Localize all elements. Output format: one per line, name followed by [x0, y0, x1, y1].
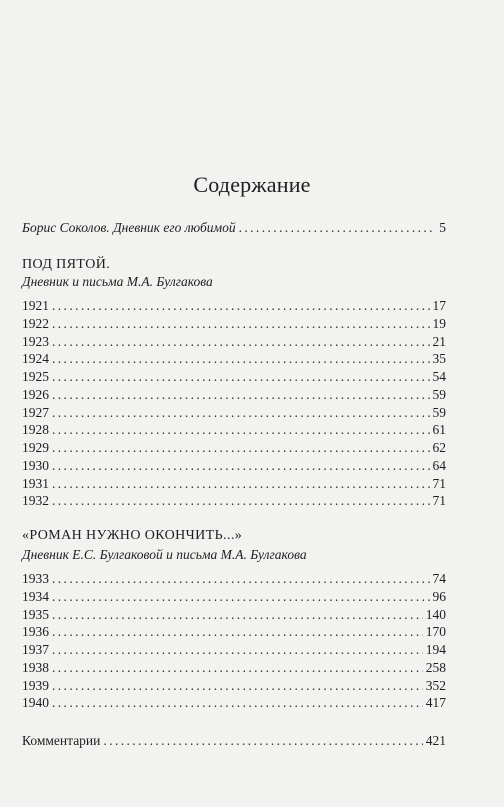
- toc-entry-year: [22, 404, 446, 421]
- toc-entry-year: [22, 368, 446, 385]
- toc-entry-label: 1927: [22, 404, 49, 420]
- toc-entry-year: [22, 386, 446, 403]
- toc-page-number: 71: [432, 475, 446, 491]
- toc-page-number: 194: [425, 642, 446, 657]
- toc-entry-year: [22, 588, 446, 605]
- toc-entry-label: 1933: [22, 571, 49, 586]
- toc-entry-label: 1939: [22, 677, 49, 693]
- toc-entry-year: [22, 623, 446, 640]
- dot-leader: [103, 732, 422, 749]
- dot-leader: [52, 457, 430, 474]
- toc-page-number: 62: [432, 440, 446, 455]
- toc-entry-label: Комментарии: [22, 733, 101, 748]
- toc-entry-label: 1923: [22, 333, 49, 349]
- toc-page-number: 170: [425, 624, 446, 640]
- toc-entry-label: 1930: [22, 457, 49, 473]
- toc-entry-year: [22, 421, 446, 438]
- section-heading: ПОД ПЯТОЙ.: [22, 257, 111, 272]
- dot-leader: [52, 641, 423, 658]
- toc-entry-year: [22, 492, 446, 509]
- toc-page-number: 64: [432, 457, 446, 473]
- toc-entry-label: 1931: [22, 475, 49, 491]
- toc-entry-comments: [22, 732, 446, 749]
- toc-entry-year: [22, 333, 446, 350]
- toc-page-number: 59: [432, 404, 446, 420]
- dot-leader: [52, 404, 430, 421]
- toc-entry-year: [22, 439, 446, 456]
- toc-page-number: 96: [432, 588, 446, 604]
- dot-leader: [239, 219, 437, 236]
- toc-entry-label: 1928: [22, 422, 49, 438]
- dot-leader: [52, 439, 430, 456]
- toc-entry-label: 1932: [22, 493, 49, 509]
- page-title: Содержание: [193, 172, 311, 197]
- dot-leader: [52, 677, 423, 694]
- dot-leader: [52, 386, 430, 403]
- toc-page-number: 19: [432, 315, 446, 331]
- dot-leader: [52, 492, 430, 509]
- toc-entry-year: [22, 606, 446, 623]
- toc-entry-label: 1922: [22, 315, 49, 331]
- toc-entry-label: 1937: [22, 642, 49, 657]
- toc-page-number: 17: [432, 298, 446, 313]
- section-heading: «РОМАН НУЖНО ОКОНЧИТЬ...»: [22, 528, 243, 543]
- intro-author: Борис Соколов.: [22, 220, 110, 235]
- toc-page-number: 258: [425, 659, 446, 675]
- toc-entry-label: 1936: [22, 624, 49, 640]
- toc-entry-year: [22, 297, 446, 314]
- toc-page-number: 54: [432, 369, 446, 384]
- toc-page-number: 417: [425, 695, 446, 711]
- toc-entry-label: 1934: [22, 588, 49, 604]
- toc-entry-year: [22, 350, 446, 367]
- toc-entry-label: 1929: [22, 440, 49, 455]
- toc-page-number: 35: [432, 351, 446, 367]
- dot-leader: [52, 333, 430, 350]
- toc-entry-year: [22, 677, 446, 694]
- toc-entry-label: 1924: [22, 351, 49, 367]
- toc-entry-label: 1921: [22, 298, 49, 313]
- toc-entry-year: [22, 457, 446, 474]
- toc-entry-label: 1938: [22, 659, 49, 675]
- toc-entry-intro: [22, 219, 446, 236]
- toc-entry-label: 1940: [22, 695, 49, 711]
- toc-page-number: 74: [432, 571, 446, 586]
- toc-entry-year: [22, 659, 446, 676]
- toc-entry-label: 1925: [22, 369, 49, 384]
- dot-leader: [52, 659, 423, 676]
- toc-entry-label: [22, 219, 236, 236]
- toc-page-number: 59: [432, 386, 446, 402]
- toc-entry-year: [22, 641, 446, 658]
- section-subheading: Дневник Е.С. Булгаковой и письма М.А. Булгакова: [22, 547, 307, 562]
- dot-leader: [52, 368, 430, 385]
- toc-page-number: 421: [425, 733, 446, 748]
- dot-leader: [52, 623, 423, 640]
- toc-entry-year: [22, 570, 446, 587]
- dot-leader: [52, 475, 430, 492]
- toc-entry-year: [22, 475, 446, 492]
- section-subheading: Дневник и письма М.А. Булгакова: [22, 274, 213, 289]
- dot-leader: [52, 588, 430, 605]
- toc-page-number: 140: [425, 606, 446, 622]
- toc-entry-label: 1926: [22, 386, 49, 402]
- dot-leader: [52, 606, 423, 623]
- dot-leader: [52, 570, 430, 587]
- toc-page-number: 5: [439, 220, 446, 235]
- toc-page-number: 71: [432, 493, 446, 509]
- toc-entry-year: [22, 694, 446, 711]
- toc-page-number: 352: [425, 677, 446, 693]
- dot-leader: [52, 350, 430, 367]
- dot-leader: [52, 297, 430, 314]
- dot-leader: [52, 421, 430, 438]
- dot-leader: [52, 315, 430, 332]
- toc-page-number: 61: [432, 422, 446, 438]
- dot-leader: [52, 694, 423, 711]
- toc-page-number: 21: [432, 333, 446, 349]
- intro-title: Дневник его любимой: [113, 220, 236, 235]
- toc-entry-label: 1935: [22, 606, 49, 622]
- toc-entry-year: [22, 315, 446, 332]
